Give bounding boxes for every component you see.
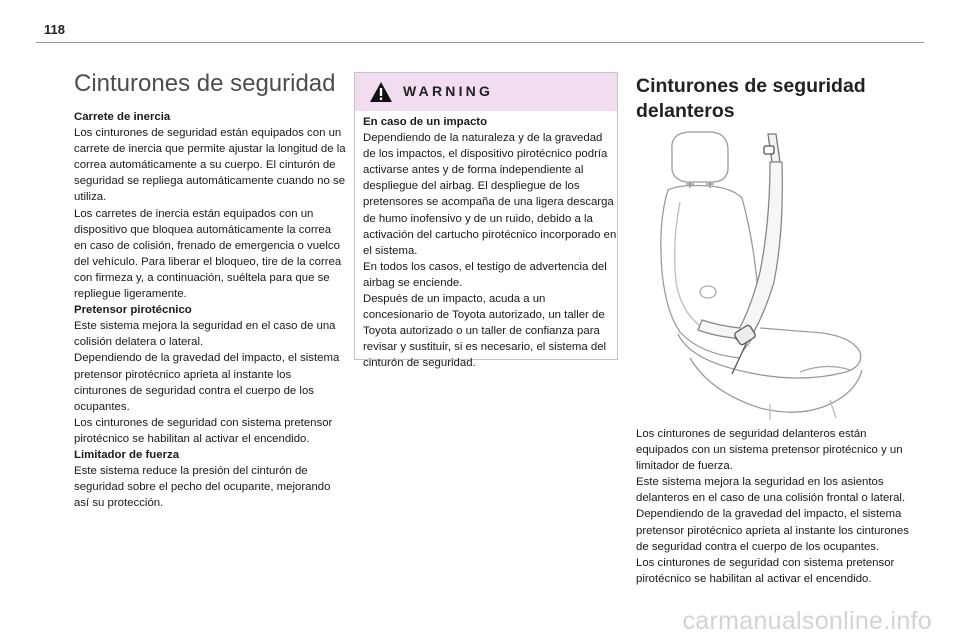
paragraph: Dependiendo de la gravedad del impacto, el sistema pretensor pirotécnico aprieta al instante los cinturones de seguridad contra el cuerpo de los ocupantes. [636, 508, 909, 553]
right-column-body [636, 426, 912, 587]
page-number: 118 [44, 22, 65, 37]
section-title: Cinturones de seguridad [74, 70, 336, 97]
front-seat-belt-illustration [650, 122, 900, 422]
paragraph: Después de un impacto, acuda a un concesionario de Toyota autorizado, un taller de Toyota autorizado o un taller de confianza para revisar y sustituir, si es necesario, el sistema del cinturón de seguridad. [363, 293, 607, 370]
subheading: Pretensor pirotécnico [74, 304, 192, 317]
paragraph: Los cinturones de seguridad delanteros están equipados con un sistema pretensor pirotécnico y un limitador de fuerza. [636, 428, 903, 473]
right-column-header [636, 74, 912, 124]
paragraph: En todos los casos, el testigo de advertencia del airbag se enciende. [363, 260, 607, 289]
right-title-line2: delanteros [636, 100, 735, 122]
left-column-body [74, 109, 346, 511]
warning-body [363, 114, 617, 372]
left-column [74, 70, 346, 511]
paragraph: Los carretes de inercia están equipados con un dispositivo que bloquea automáticamente la correa en caso de colisión, frenado de emergencia o vuelco del vehículo. Para liberar el bloqueo, tire de la correa con firmeza y, a continuación, suéltela para que se repliegue ligeramente. [74, 207, 342, 301]
right-title-line1: Cinturones de seguridad [636, 75, 866, 97]
paragraph: Dependiendo de la gravedad del impacto, el sistema pretensor pirotécnico aprieta al instante los cinturones de seguridad contra el cuerpo de los ocupantes. [74, 352, 340, 413]
paragraph: Este sistema mejora la seguridad en los asientos delanteros en el caso de una colisión frontal o lateral. [636, 476, 906, 505]
right-title [636, 74, 912, 124]
paragraph: Este sistema reduce la presión del cinturón de seguridad sobre el pecho del ocupante, mejorando así su protección. [74, 465, 331, 510]
warning-title: WARNING [403, 83, 494, 99]
subheading: Carrete de inercia [74, 111, 171, 123]
paragraph: Este sistema mejora la seguridad en el caso de una colisión delatera o lateral. [74, 320, 336, 349]
watermark: carmanualsonline.info [682, 607, 932, 635]
warning-header [355, 73, 617, 111]
paragraph: Los cinturones de seguridad con sistema pretensor pirotécnico se habilitan al activar el encendido. [636, 556, 895, 585]
paragraph: Los cinturones de seguridad con sistema pretensor pirotécnico se habilitan al activar el encendido. [74, 416, 333, 445]
header-divider [36, 42, 924, 43]
warning-box [354, 72, 618, 370]
paragraph: Los cinturones de seguridad están equipados con un carrete de inercia que permite ajustar la longitud de la correa automáticamente a su cuerpo. El cinturón de seguridad se repliega automáticamente cuando no se utiliza. [74, 127, 346, 204]
subheading: Limitador de fuerza [74, 448, 180, 461]
subheading: En caso de un impacto [363, 116, 488, 128]
warning-triangle-icon [369, 81, 393, 103]
paragraph: Dependiendo de la naturaleza y de la gravedad de los impactos, el dispositivo pirotécnico podría activarse antes y de forma independiente al despliegue del airbag. El despliegue de los pretensores se acompaña de una ligera descarga de humo inofensivo y de un ruido, debido a la activación del cartucho pirotécnico incorporado en el sistema. [363, 132, 617, 257]
